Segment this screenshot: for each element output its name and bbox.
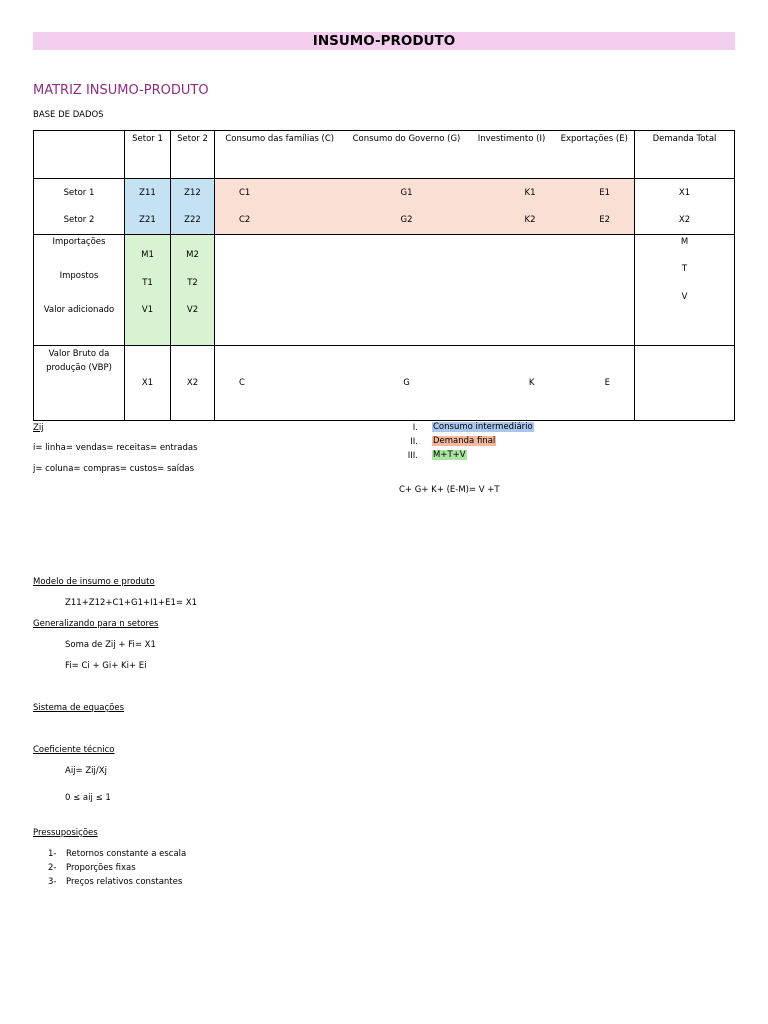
matrix-subtitle: MATRIZ INSUMO-PRODUTO xyxy=(33,83,209,98)
cell-g2: G2 xyxy=(345,207,469,235)
page-title: INSUMO-PRODUTO xyxy=(312,33,456,49)
section-coeficiente: Coeficiente técnico xyxy=(33,745,115,755)
cell-c1: C1 xyxy=(215,179,345,207)
legend-num-1: I. xyxy=(412,423,418,433)
press-num-3: 3- xyxy=(48,877,57,887)
cell-k2: K2 xyxy=(469,207,555,235)
legend-item-2: Demanda final xyxy=(433,436,496,446)
section-pressuposicoes: Pressuposições xyxy=(33,828,98,838)
cell-k1: K1 xyxy=(469,179,555,207)
row-setor1 xyxy=(34,179,735,207)
row-vbp xyxy=(34,346,735,421)
title-bar xyxy=(33,32,735,50)
press-item-2: Proporções fixas xyxy=(66,863,136,873)
label-setor2: Setor 2 xyxy=(34,207,125,235)
cell-vbp-g: G xyxy=(345,346,469,421)
cell-v1: V1 xyxy=(141,305,154,315)
coef-equation-1: Aij= Zij/Xj xyxy=(65,766,107,776)
header-demanda-total: Demanda Total xyxy=(635,131,735,179)
press-item-3: Preços relativos constantes xyxy=(66,877,183,887)
cell-m-total: M xyxy=(680,237,689,247)
cell-e1: E1 xyxy=(555,179,635,207)
cell-vbp-x2: X2 xyxy=(171,346,215,421)
header-exportacoes: Exportações (E) xyxy=(555,131,635,179)
value-added-totals xyxy=(635,235,735,346)
cell-t1: T1 xyxy=(142,278,153,288)
press-item-1: Retornos constante a escala xyxy=(66,849,187,859)
row-setor2 xyxy=(34,207,735,235)
cell-z22: Z22 xyxy=(171,207,215,235)
value-added-setor2 xyxy=(171,235,215,346)
section-modelo: Modelo de insumo e produto xyxy=(33,577,155,587)
coef-equation-2: 0 ≤ aij ≤ 1 xyxy=(65,793,111,803)
cell-x1-total: X1 xyxy=(635,179,735,207)
press-num-2: 2- xyxy=(48,863,57,873)
identity-equation: C+ G+ K+ (E-M)= V +T xyxy=(399,485,500,495)
cell-vbp-e: E xyxy=(555,346,635,421)
cell-x2-total: X2 xyxy=(635,207,735,235)
cell-g1: G1 xyxy=(345,179,469,207)
i-definition: i= linha= vendas= receitas= entradas xyxy=(33,443,198,453)
header-row xyxy=(34,131,735,179)
value-added-setor1 xyxy=(125,235,171,346)
header-setor2: Setor 2 xyxy=(171,131,215,179)
cell-t-total: T xyxy=(681,264,688,274)
gen-equation-1: Soma de Zij + Fi= X1 xyxy=(65,640,156,650)
label-impostos: Impostos xyxy=(59,271,99,281)
section-generalizando: Generalizando para n setores xyxy=(33,619,159,629)
press-num-1: 1- xyxy=(48,849,57,859)
cell-c2: C2 xyxy=(215,207,345,235)
section-label: BASE DE DADOS xyxy=(33,110,104,120)
cell-m2: M2 xyxy=(186,250,199,260)
j-definition: j= coluna= compras= custos= saídas xyxy=(33,464,195,474)
label-vbp: Valor Bruto da produção (VBP) xyxy=(34,346,125,421)
modelo-equation: Z11+Z12+C1+G1+I1+E1= X1 xyxy=(65,598,197,608)
cell-vbp-c: C xyxy=(215,346,345,421)
row-value-added xyxy=(34,235,735,346)
legend-item-3: M+T+V xyxy=(433,450,466,460)
legend-num-3: III. xyxy=(407,451,418,461)
label-importacoes: Importações xyxy=(52,237,106,247)
cell-v-total: V xyxy=(681,292,688,302)
cell-z11: Z11 xyxy=(125,179,171,207)
zij-label: Zij xyxy=(33,423,44,433)
cell-m1: M1 xyxy=(141,250,154,260)
cell-v2: V2 xyxy=(186,305,199,315)
value-added-labels xyxy=(34,235,125,346)
legend-num-2: II. xyxy=(410,437,418,447)
cell-e2: E2 xyxy=(555,207,635,235)
cell-z12: Z12 xyxy=(171,179,215,207)
gen-equation-2: Fi= Ci + Gi+ Ki+ Ei xyxy=(65,661,147,671)
label-setor1: Setor 1 xyxy=(34,179,125,207)
legend-item-1: Consumo intermediário xyxy=(433,422,533,432)
cell-vbp-k: K xyxy=(469,346,555,421)
input-output-table xyxy=(33,130,735,421)
section-sistema: Sistema de equações xyxy=(33,703,125,713)
cell-vbp-x1: X1 xyxy=(125,346,171,421)
cell-z21: Z21 xyxy=(125,207,171,235)
header-setor1: Setor 1 xyxy=(125,131,171,179)
header-consumo-familias: Consumo das famílias (C) xyxy=(215,131,345,179)
label-valor-adicionado: Valor adicionado xyxy=(43,305,115,315)
header-consumo-governo: Consumo do Governo (G) xyxy=(345,131,469,179)
cell-t2: T2 xyxy=(187,278,198,288)
header-investimento: Investimento (I) xyxy=(469,131,555,179)
